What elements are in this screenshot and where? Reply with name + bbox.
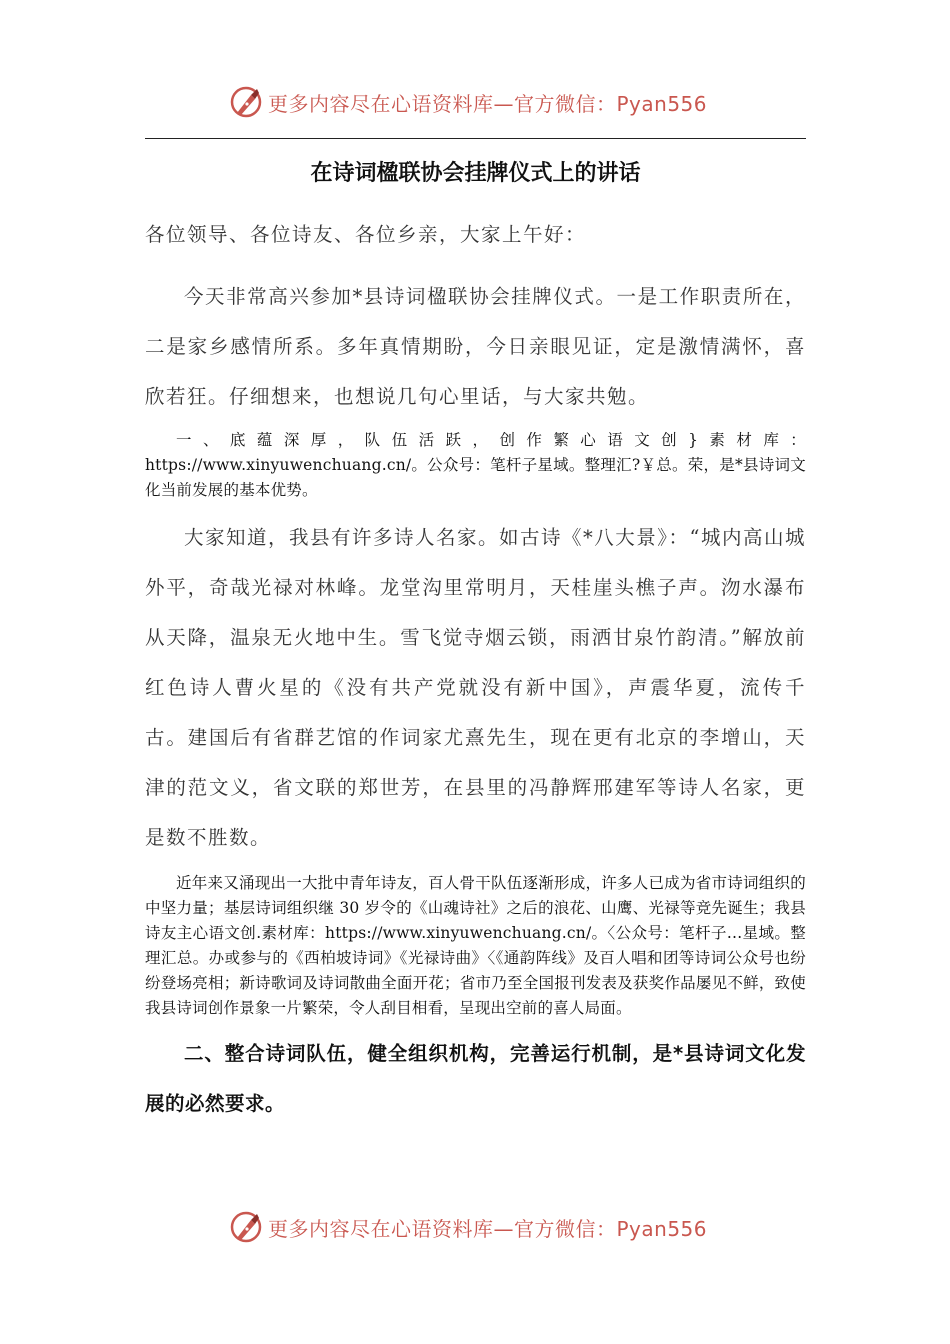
pen-nib-logo-icon: [228, 84, 264, 120]
footer-banner-text: 更多内容尽在心语资料库—官方微信：Pyan556: [268, 1216, 708, 1241]
header-banner: [228, 82, 748, 122]
paragraph-1: 今天非常高兴参加*县诗词楹联协会挂牌仪式。一是工作职责所在，二是家乡感情所系。多年真情期盼，今日亲眼见证，定是激情满怀，喜欣若狂。仔细想来，也想说几句心里话，与大家共勉。: [145, 285, 806, 408]
header-banner-text: 更多内容尽在心语资料库—官方微信：Pyan556: [268, 91, 708, 116]
pen-nib-logo-icon: [228, 1209, 264, 1245]
section-heading-2: 二、整合诗词队伍，健全组织机构，完善运行机制，是*县诗词文化发展的必然要求。: [145, 1042, 806, 1115]
page-title: 在诗词楹联协会挂牌仪式上的讲话: [310, 161, 641, 186]
paragraph-2: 一、底蕴深厚，队伍活跃，创作繁心语文创}素材库：https://www.xinyuwenchuang.cn/。公众号：笔杆子星域。整理汇?￥总。荣，是*县诗词文化当前发展的基本优势。: [145, 431, 806, 499]
footer-banner: [228, 1207, 748, 1247]
paragraph-4: 近年来又涌现出一大批中青年诗友，百人骨干队伍逐渐形成，许多人已成为省市诗词组织的中坚力量；基层诗词组织继 30 岁令的《山魂诗社》之后的浪花、山鹰、光禄等竞先诞生；我县诗友主心语文创.素材库：https://www.xinyuwenchuang.cn/。〈公众号：笔杆子…星域。整理汇总。办或参与的《西柏坡诗词》《光禄诗曲》〈《通韵阵线》及百人唱和团等诗词公众号也纷纷登场亮相；新诗歌词及诗词散曲全面开花；省市乃至全国报刊发表及获奖作品屡见不鲜，致使我县诗词创作景象一片繁荣，令人刮目相看，呈现出空前的喜人局面。: [145, 874, 806, 1017]
paragraph-3: 大家知道，我县有许多诗人名家。如古诗《*八大景》：“城内高山城外平，奇哉光禄对林峰。龙堂沟里常明月，天桂崖头樵子声。沕水瀑布从天降，温泉无火地中生。雪飞觉寺烟云锁，雨洒甘泉竹韵清。”解放前红色诗人曹火星的《没有共产党就没有新中国》，声震华夏，流传千古。建国后有省群艺馆的作词家尤熹先生，现在更有北京的李增山，天津的范文义，省文联的郑世芳，在县里的冯静辉邢建军等诗人名家，更是数不胜数。: [145, 526, 806, 849]
salutation: 各位领导、各位诗友、各位乡亲，大家上午好：: [145, 223, 587, 246]
document-body: [145, 210, 806, 1129]
header-divider: [145, 138, 806, 139]
